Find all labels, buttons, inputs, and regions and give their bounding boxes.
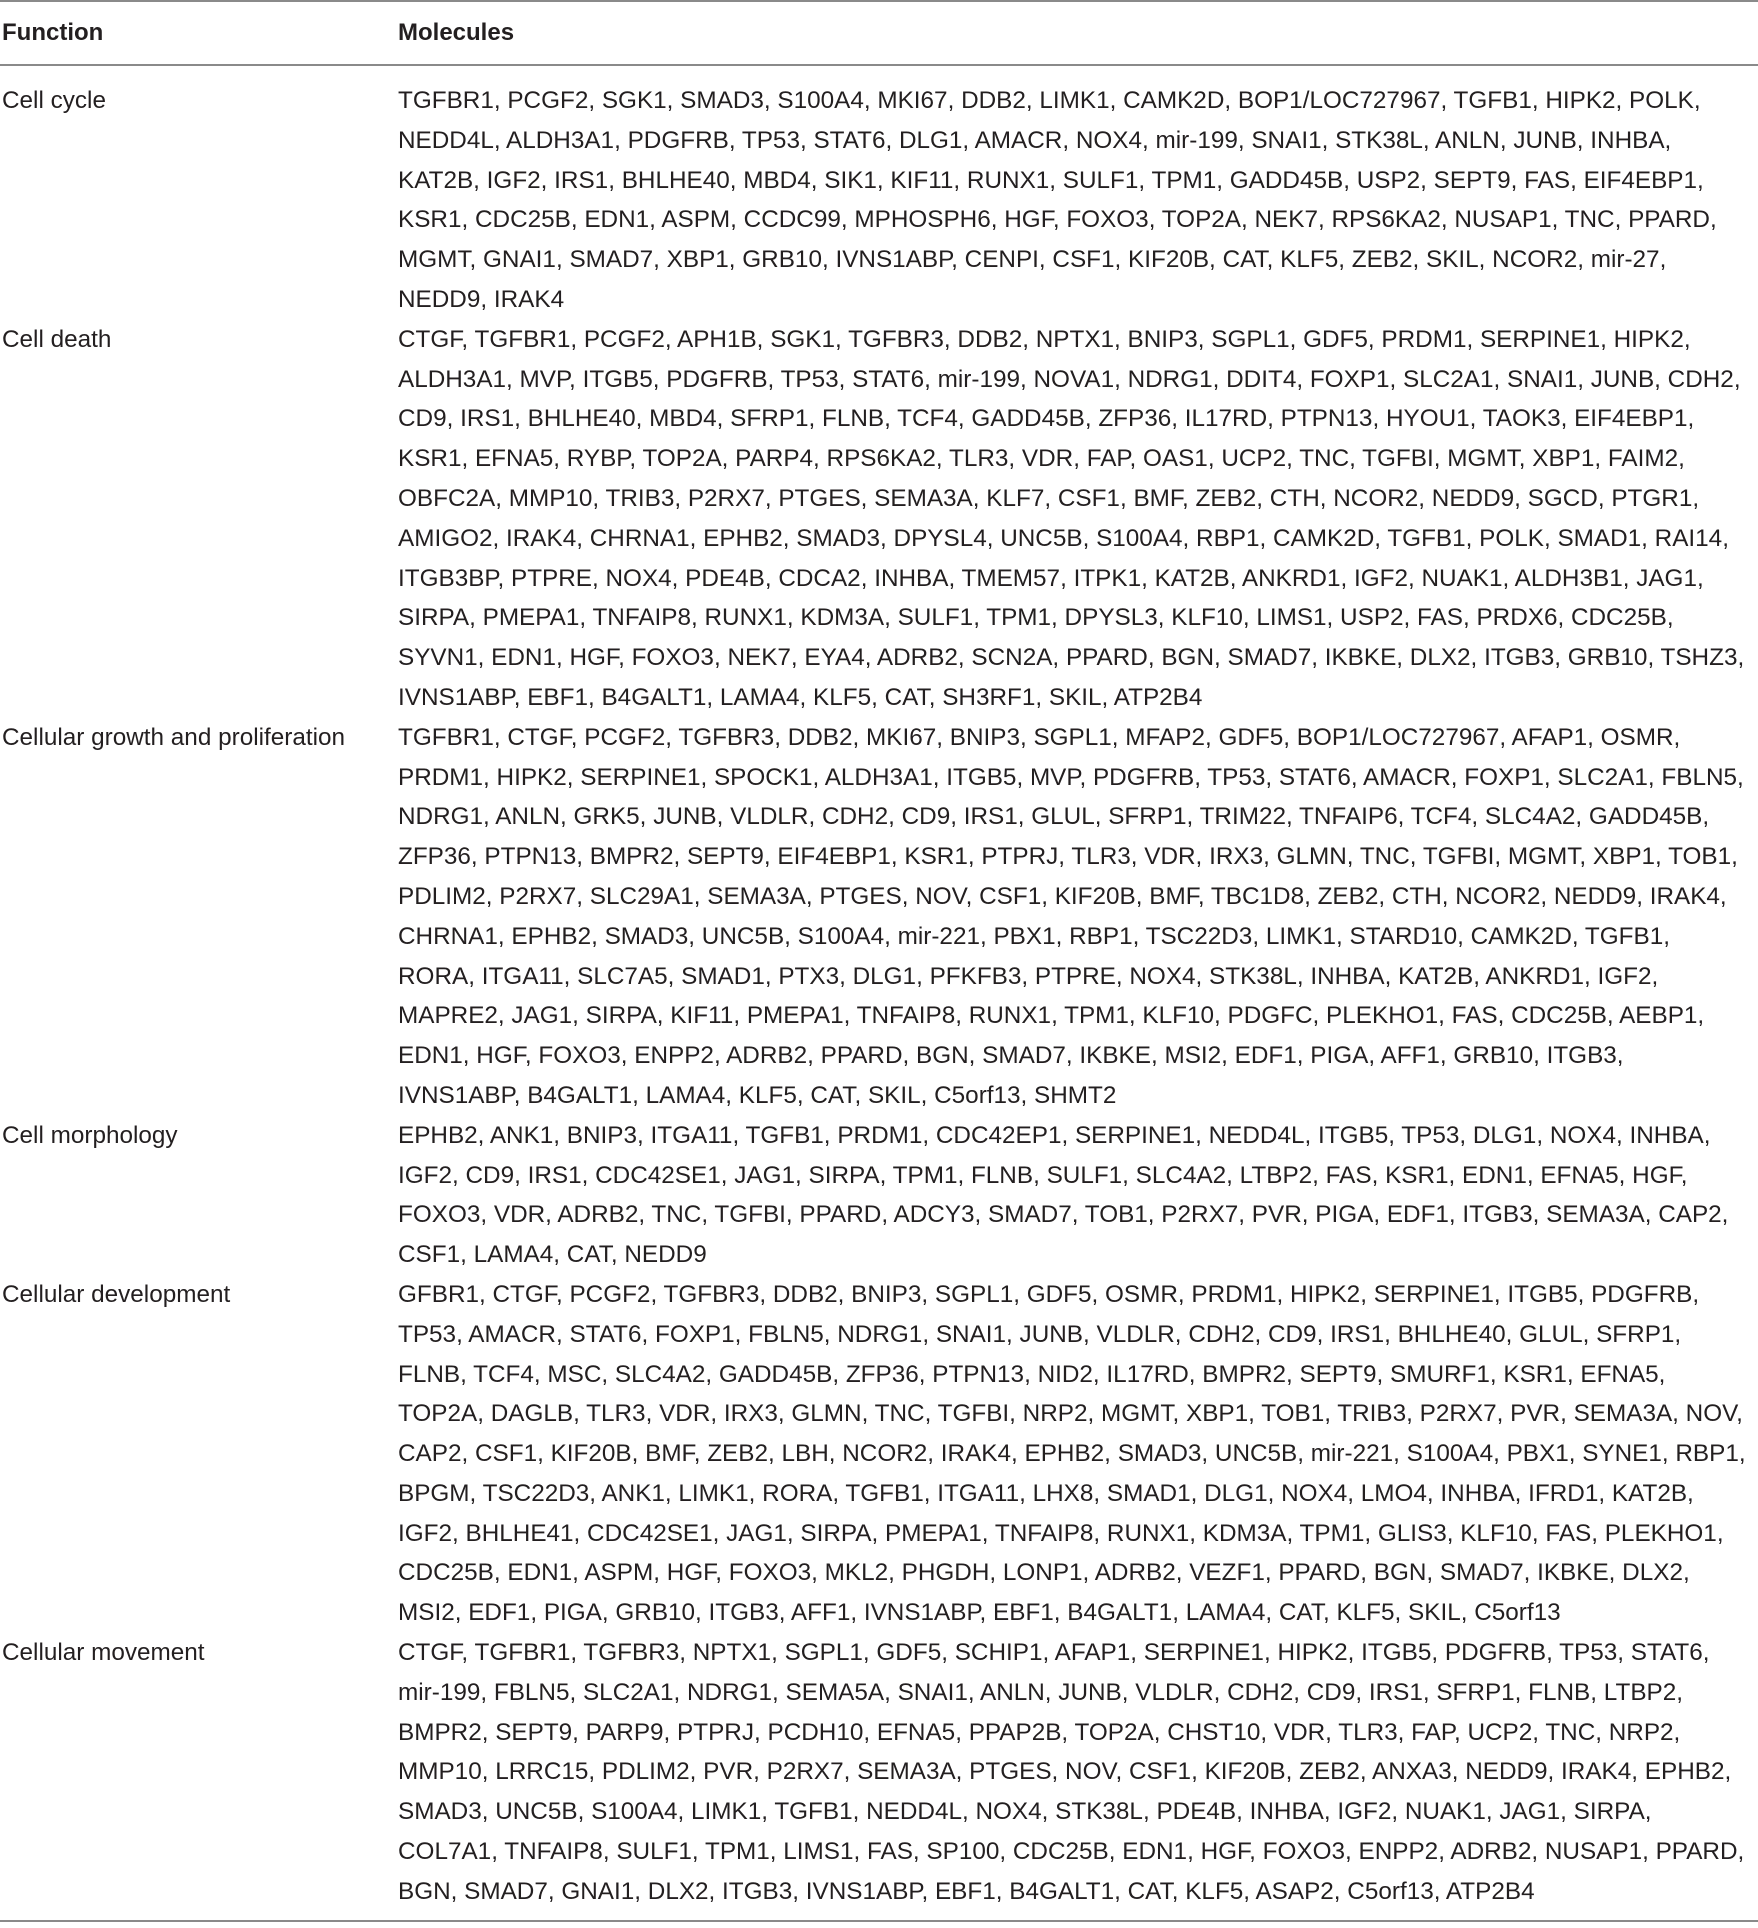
table-row [0, 718, 1758, 1116]
molecules-cell: CTGF, TGFBR1, TGFBR3, NPTX1, SGPL1, GDF5, SCHIP1, AFAP1, SERPINE1, HIPK2, ITGB5, PDGFRB, TP53, STAT6, mir-199, FBLN5, SLC2A1, NDRG1, SEMA5A, SNAI1, ANLN, JUNB, VLDLR, CDH2, CD9, IRS1, SFRP1, FLNB, LTBP2, BMPR2, SEPT9, PARP9, PTPRJ, PCDH10, EFNA5, PPAP2B, TOP2A, CHST10, VDR, TLR3, FAP, UCP2, TNC, NRP2, MMP10, LRRC15, PDLIM2, PVR, P2RX7, SEMA3A, PTGES, NOV, CSF1, KIF20B, ZEB2, ANXA3, NEDD9, IRAK4, EPHB2, SMAD3, UNC5B, S100A4, LIMK1, TGFB1, NEDD4L, NOX4, STK38L, PDE4B, INHBA, IGF2, NUAK1, JAG1, SIRPA, COL7A1, TNFAIP8, SULF1, TPM1, LIMS1, FAS, SP100, CDC25B, EDN1, HGF, FOXO3, ENPP2, ADRB2, NUSAP1, PPARD, BGN, SMAD7, GNAI1, DLX2, ITGB3, IVNS1ABP, EBF1, B4GALT1, CAT, KLF5, ASAP2, C5orf13, ATP2B4 [398, 1639, 1745, 1905]
header-row [0, 1, 1758, 65]
function-cell: Cell cycle [2, 87, 106, 114]
table-row [0, 1116, 1758, 1275]
molecules-cell: TGFBR1, CTGF, PCGF2, TGFBR3, DDB2, MKI67, BNIP3, SGPL1, MFAP2, GDF5, BOP1/LOC727967, AFAP1, OSMR, PRDM1, HIPK2, SERPINE1, SPOCK1, ALDH3A1, ITGB5, MVP, PDGFRB, TP53, STAT6, AMACR, FOXP1, SLC2A1, FBLN5, NDRG1, ANLN, GRK5, JUNB, VLDLR, CDH2, CD9, IRS1, GLUL, SFRP1, TRIM22, TNFAIP6, TCF4, SLC4A2, GADD45B, ZFP36, PTPN13, BMPR2, SEPT9, EIF4EBP1, KSR1, PTPRJ, TLR3, VDR, IRX3, GLMN, TNC, TGFBI, MGMT, XBP1, TOB1, PDLIM2, P2RX7, SLC29A1, SEMA3A, PTGES, NOV, CSF1, KIF20B, BMF, TBC1D8, ZEB2, CTH, NCOR2, NEDD9, IRAK4, CHRNA1, EPHB2, SMAD3, UNC5B, S100A4, mir-221, PBX1, RBP1, TSC22D3, LIMK1, STARD10, CAMK2D, TGFB1, RORA, ITGA11, SLC7A5, SMAD1, PTX3, DLG1, PFKFB3, PTPRE, NOX4, STK38L, INHBA, KAT2B, ANKRD1, IGF2, MAPRE2, JAG1, SIRPA, KIF11, PMEPA1, TNFAIP8, RUNX1, TPM1, KLF10, PDGFC, PLEKHO1, FAS, CDC25B, AEBP1, EDN1, HGF, FOXO3, ENPP2, ADRB2, PPARD, BGN, SMAD7, IKBKE, MSI2, EDF1, PIGA, AFF1, GRB10, ITGB3, IVNS1ABP, B4GALT1, LAMA4, KLF5, CAT, SKIL, C5orf13, SHMT2 [398, 723, 1744, 1109]
molecules-cell: CTGF, TGFBR1, PCGF2, APH1B, SGK1, TGFBR3, DDB2, NPTX1, BNIP3, SGPL1, GDF5, PRDM1, SERPINE1, HIPK2, ALDH3A1, MVP, ITGB5, PDGFRB, TP53, STAT6, mir-199, NOVA1, NDRG1, DDIT4, FOXP1, SLC2A1, SNAI1, JUNB, CDH2, CD9, IRS1, BHLHE40, MBD4, SFRP1, FLNB, TCF4, GADD45B, ZFP36, IL17RD, PTPN13, HYOU1, TAOK3, EIF4EBP1, KSR1, EFNA5, RYBP, TOP2A, PARP4, RPS6KA2, TLR3, VDR, FAP, OAS1, UCP2, TNC, TGFBI, MGMT, XBP1, FAIM2, OBFC2A, MMP10, TRIB3, P2RX7, PTGES, SEMA3A, KLF7, CSF1, BMF, ZEB2, CTH, NCOR2, NEDD9, SGCD, PTGR1, AMIGO2, IRAK4, CHRNA1, EPHB2, SMAD3, DPYSL4, UNC5B, S100A4, RBP1, CAMK2D, TGFB1, POLK, SMAD1, RAI14, ITGB3BP, PTPRE, NOX4, PDE4B, CDCA2, INHBA, TMEM57, ITPK1, KAT2B, ANKRD1, IGF2, NUAK1, ALDH3B1, JAG1, SIRPA, PMEPA1, TNFAIP8, RUNX1, KDM3A, SULF1, TPM1, DPYSL3, KLF10, LIMS1, USP2, FAS, PRDX6, CDC25B, SYVN1, EDN1, HGF, FOXO3, NEK7, EYA4, ADRB2, SCN2A, PPARD, BGN, SMAD7, IKBKE, DLX2, ITGB3, GRB10, TSHZ3, IVNS1ABP, EBF1, B4GALT1, LAMA4, KLF5, CAT, SH3RF1, SKIL, ATP2B4 [398, 325, 1745, 711]
function-cell: Cellular development [2, 1280, 231, 1308]
function-cell: Cell death [2, 325, 112, 353]
table-row [0, 320, 1758, 718]
molecules-cell: TGFBR1, PCGF2, SGK1, SMAD3, S100A4, MKI67, DDB2, LIMK1, CAMK2D, BOP1/LOC727967, TGFB1, HIPK2, POLK, NEDD4L, ALDH3A1, PDGFRB, TP53, STAT6, DLG1, AMACR, NOX4, mir-199, SNAI1, STK38L, ANLN, JUNB, INHBA, KAT2B, IGF2, IRS1, BHLHE40, MBD4, SIK1, KIF11, RUNX1, SULF1, TPM1, GADD45B, USP2, SEPT9, FAS, EIF4EBP1, KSR1, CDC25B, EDN1, ASPM, CCDC99, MPHOSPH6, HGF, FOXO3, TOP2A, NEK7, RPS6KA2, NUSAP1, TNC, PPARD, MGMT, GNAI1, SMAD7, XBP1, GRB10, IVNS1ABP, CENPI, CSF1, KIF20B, CAT, KLF5, ZEB2, SKIL, NCOR2, mir-27, NEDD9, IRAK4 [398, 87, 1717, 313]
table-body [0, 65, 1758, 1920]
molecules-cell: EPHB2, ANK1, BNIP3, ITGA11, TGFB1, PRDM1, CDC42EP1, SERPINE1, NEDD4L, ITGB5, TP53, DLG1, NOX4, INHBA, IGF2, CD9, IRS1, CDC42SE1, JAG1, SIRPA, TPM1, FLNB, SULF1, SLC4A2, LTBP2, FAS, KSR1, EDN1, EFNA5, HGF, FOXO3, VDR, ADRB2, TNC, TGFBI, PPARD, ADCY3, SMAD7, TOB1, P2RX7, PVR, PIGA, EDF1, ITGB3, SEMA3A, CAP2, CSF1, LAMA4, CAT, NEDD9 [398, 1121, 1729, 1269]
column-header-molecules: Molecules [398, 1, 1758, 65]
table-row [0, 1275, 1758, 1633]
molecules-cell: GFBR1, CTGF, PCGF2, TGFBR3, DDB2, BNIP3, SGPL1, GDF5, OSMR, PRDM1, HIPK2, SERPINE1, ITGB5, PDGFRB, TP53, AMACR, STAT6, FOXP1, FBLN5, NDRG1, SNAI1, JUNB, VLDLR, CDH2, CD9, IRS1, BHLHE40, GLUL, SFRP1, FLNB, TCF4, MSC, SLC4A2, GADD45B, ZFP36, PTPN13, NID2, IL17RD, BMPR2, SEPT9, SMURF1, KSR1, EFNA5, TOP2A, DAGLB, TLR3, VDR, IRX3, GLMN, TNC, TGFBI, NRP2, MGMT, XBP1, TOB1, TRIB3, P2RX7, PVR, SEMA3A, NOV, CAP2, CSF1, KIF20B, BMF, ZEB2, LBH, NCOR2, IRAK4, EPHB2, SMAD3, UNC5B, mir-221, S100A4, PBX1, SYNE1, RBP1, BPGM, TSC22D3, ANK1, LIMK1, RORA, TGFB1, ITGA11, LHX8, SMAD1, DLG1, NOX4, LMO4, INHBA, IFRD1, KAT2B, IGF2, BHLHE41, CDC42SE1, JAG1, SIRPA, PMEPA1, TNFAIP8, RUNX1, KDM3A, TPM1, GLIS3, KLF10, FAS, PLEKHO1, CDC25B, EDN1, ASPM, HGF, FOXO3, MKL2, PHGDH, LONP1, ADRB2, VEZF1, PPARD, BGN, SMAD7, IKBKE, DLX2, MSI2, EDF1, PIGA, GRB10, ITGB3, AFF1, IVNS1ABP, EBF1, B4GALT1, LAMA4, CAT, KLF5, SKIL, C5orf13 [398, 1280, 1746, 1627]
table-header [0, 1, 1758, 65]
table-row [0, 1633, 1758, 1920]
table-row [0, 65, 1758, 320]
function-cell: Cellular movement [2, 1639, 205, 1667]
function-cell: Cellular growth and proliferation [2, 723, 346, 751]
table-bottom-rule [0, 1920, 1758, 1922]
column-header-function: Function [0, 1, 398, 65]
function-cell: Cell morphology [2, 1121, 178, 1149]
